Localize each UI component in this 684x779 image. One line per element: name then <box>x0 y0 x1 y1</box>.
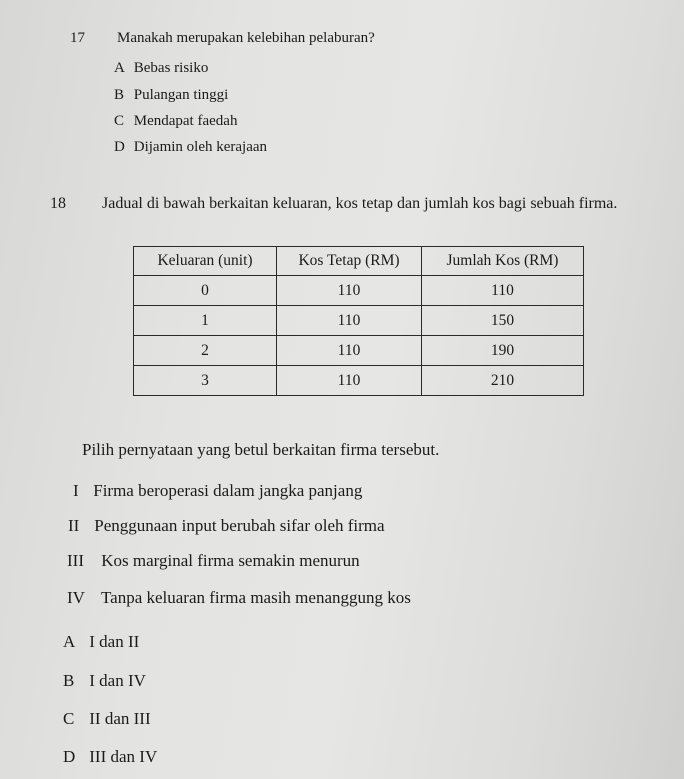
question-17-text: Manakah merupakan kelebihan pelaburan? <box>117 30 375 46</box>
cell-output: 1 <box>134 306 277 336</box>
answer-option-b <box>63 671 146 691</box>
statement-numeral: IV <box>67 588 85 607</box>
instruction-text: Pilih pernyataan yang betul berkaitan firma tersebut. <box>82 440 440 459</box>
statement-numeral: I <box>73 481 79 500</box>
statement-iv <box>67 588 411 608</box>
cell-fixed-cost: 110 <box>277 366 422 396</box>
option-text: II dan III <box>89 709 151 728</box>
answer-option-a <box>63 632 139 652</box>
header-fixed-cost: Kos Tetap (RM) <box>277 247 422 276</box>
option-text: I dan IV <box>89 671 146 690</box>
table-row <box>134 306 584 336</box>
cell-total-cost: 190 <box>422 336 584 366</box>
option-letter: A <box>63 632 76 651</box>
cell-output: 3 <box>134 366 277 396</box>
option-letter: B <box>63 671 75 690</box>
cell-total-cost: 210 <box>422 366 584 396</box>
cell-fixed-cost: 110 <box>277 306 422 336</box>
option-letter: B <box>114 87 125 103</box>
option-letter: C <box>63 709 75 728</box>
statement-text: Tanpa keluaran firma masih menanggung kos <box>100 588 411 607</box>
statement-numeral: III <box>67 551 84 570</box>
header-output: Keluaran (unit) <box>134 247 277 276</box>
table-header-row <box>134 247 584 276</box>
statement-text: Firma beroperasi dalam jangka panjang <box>93 481 363 500</box>
option-letter: A <box>114 60 125 76</box>
table-row <box>134 366 584 396</box>
answer-option-c <box>63 709 151 729</box>
option-letter: D <box>63 747 76 766</box>
q17-option-b <box>114 87 228 104</box>
question-18-number: 18 <box>50 195 66 212</box>
answer-option-d <box>63 747 157 767</box>
option-text: III dan IV <box>89 747 158 766</box>
option-text: I dan II <box>89 632 140 651</box>
option-letter: C <box>114 113 125 129</box>
table-row <box>134 276 584 306</box>
cell-total-cost: 110 <box>422 276 584 306</box>
cell-fixed-cost: 110 <box>277 276 422 306</box>
statement-i <box>73 481 362 501</box>
statement-iii <box>67 551 360 571</box>
option-letter: D <box>114 139 125 155</box>
statement-text: Penggunaan input berubah sifar oleh firma <box>94 516 385 535</box>
cost-table <box>133 246 584 396</box>
statement-numeral: II <box>68 516 80 535</box>
option-text: Mendapat faedah <box>133 113 238 129</box>
table-row <box>134 336 584 366</box>
cell-total-cost: 150 <box>422 306 584 336</box>
option-text: Dijamin oleh kerajaan <box>133 139 268 155</box>
option-text: Bebas risiko <box>133 60 209 76</box>
cell-fixed-cost: 110 <box>277 336 422 366</box>
option-text: Pulangan tinggi <box>133 87 229 103</box>
question-17-number: 17 <box>70 30 85 46</box>
q17-option-c <box>114 113 237 130</box>
question-18-text: Jadual di bawah berkaitan keluaran, kos tetap dan jumlah kos bagi sebuah firma. <box>102 195 618 212</box>
statement-text: Kos marginal firma semakin menurun <box>101 551 360 570</box>
q17-option-d <box>114 139 267 156</box>
header-total-cost: Jumlah Kos (RM) <box>422 247 584 276</box>
cell-output: 0 <box>134 276 277 306</box>
q17-option-a <box>114 60 208 77</box>
statement-ii <box>68 516 385 536</box>
cell-output: 2 <box>134 336 277 366</box>
